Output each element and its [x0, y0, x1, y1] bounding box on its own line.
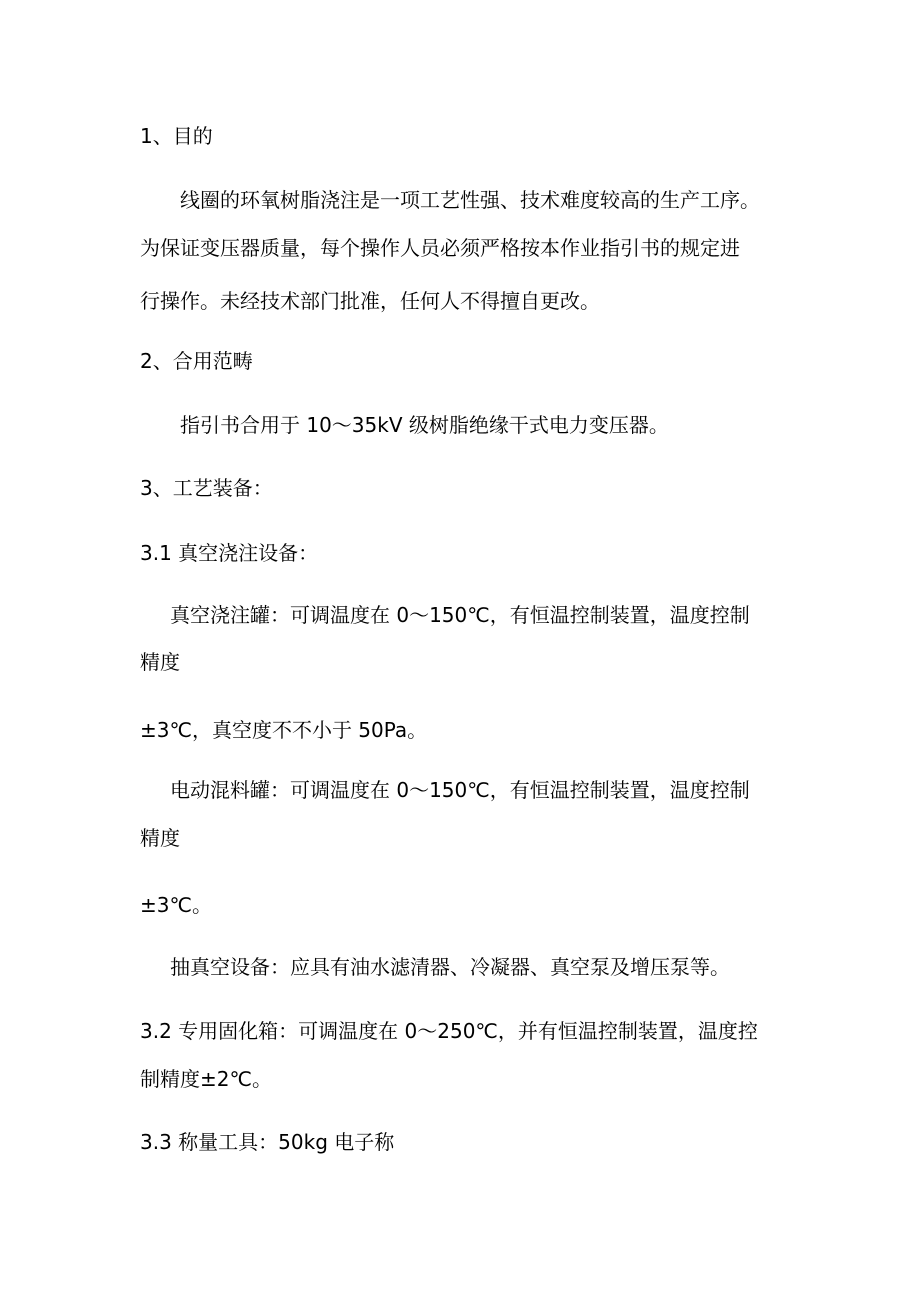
scope-paragraph: 指引书合用于 10～35kV 级树脂绝缘干式电力变压器。	[180, 413, 669, 437]
vacuum-tank-line-3: ±3℃，真空度不不小于 50Pa。	[140, 718, 428, 742]
purpose-paragraph-line-1: 线圈的环氧树脂浇注是一项工艺性强、技术难度较高的生产工序。	[180, 188, 760, 212]
weighing-tool: 3.3 称量工具：50kg 电子称	[140, 1130, 395, 1154]
mixing-tank-line-1: 电动混料罐：可调温度在 0～150℃，有恒温控制装置，温度控制	[170, 778, 750, 802]
heading-equipment: 3、工艺装备：	[140, 476, 273, 500]
mixing-tank-line-2: 精度	[140, 826, 180, 850]
vacuum-tank-line-1: 真空浇注罐：可调温度在 0～150℃，有恒温控制装置，温度控制	[170, 603, 750, 627]
heading-purpose: 1、目的	[140, 124, 213, 148]
vacuum-pump-equipment: 抽真空设备：应具有油水滤清器、冷凝器、真空泵及增压泵等。	[170, 955, 730, 979]
curing-oven-line-1: 3.2 专用固化箱：可调温度在 0～250℃，并有恒温控制装置，温度控	[140, 1019, 758, 1043]
mixing-tank-line-3: ±3℃。	[140, 893, 212, 917]
subheading-vacuum-casting: 3.1 真空浇注设备：	[140, 541, 319, 565]
purpose-paragraph-line-3: 行操作。未经技术部门批准，任何人不得擅自更改。	[140, 289, 600, 313]
curing-oven-line-2: 制精度±2℃。	[140, 1067, 272, 1091]
heading-scope: 2、合用范畴	[140, 349, 253, 373]
vacuum-tank-line-2: 精度	[140, 650, 180, 674]
purpose-paragraph-line-2: 为保证变压器质量，每个操作人员必须严格按本作业指引书的规定进	[140, 236, 740, 260]
